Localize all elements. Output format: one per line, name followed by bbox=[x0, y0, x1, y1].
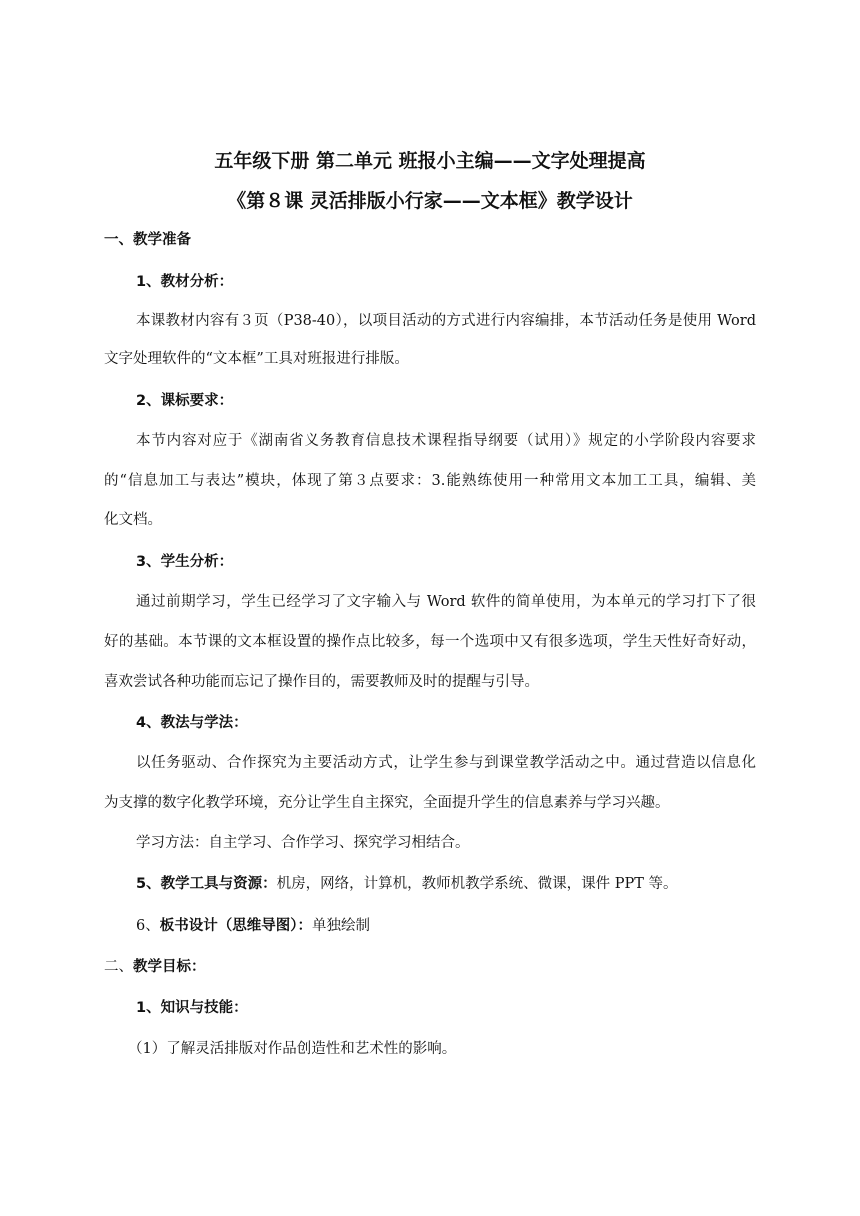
sub1-heading: 1、教材分析： bbox=[136, 274, 234, 290]
sub1-para-line2: 文字处理软件的“文本框”工具对班报进行排版。 bbox=[104, 351, 409, 367]
sub3-heading: 3、学生分析： bbox=[136, 554, 234, 570]
section2-sub1-item1: （1）了解灵活排版对作品创造性和艺术性的影响。 bbox=[128, 1041, 457, 1057]
sub2-para-line1: 本节内容对应于《湖南省义务教育信息技术课程指导纲要（试用）》规定的小学阶段内容要求 bbox=[136, 433, 756, 449]
sub2-para-line3: 化文档。 bbox=[104, 512, 162, 528]
sub4-heading: 4、教法与学法： bbox=[136, 715, 248, 731]
sub3-para-line1: 通过前期学习，学生已经学习了文字输入与 Word 软件的简单使用，为本单元的学习打下了很 bbox=[136, 594, 756, 610]
sub6-text: 单独绘制 bbox=[311, 918, 370, 934]
document-title-line2: 《第８课 灵活排版小行家——文本框》教学设计 bbox=[227, 190, 633, 212]
sub1-para-line1: 本课教材内容有３页（P38-40），以项目活动的方式进行内容编排，本节活动任务是使用 Word bbox=[136, 313, 756, 329]
sub2-heading: 2、课标要求： bbox=[136, 393, 234, 409]
sub4-para-line1: 以任务驱动、合作探究为主要活动方式，让学生参与到课堂教学活动之中。通过营造以信息化 bbox=[136, 755, 756, 771]
sub6-heading: 板书设计（思维导图）： bbox=[159, 918, 312, 934]
section1-heading: 一、教学准备 bbox=[104, 232, 191, 248]
sub5-text: 机房，网络，计算机，教师机教学系统、微课，课件 PPT 等。 bbox=[276, 876, 678, 892]
sub6-line bbox=[136, 916, 756, 936]
section2-heading-line bbox=[104, 957, 756, 977]
sub5-heading: 5、教学工具与资源： bbox=[136, 876, 277, 892]
section2-prefix: 二、 bbox=[104, 959, 133, 975]
section2-sub1-heading: 1、知识与技能： bbox=[136, 1000, 248, 1016]
sub3-para-line2: 好的基础。本节课的文本框设置的操作点比较多，每一个选项中又有很多选项，学生天性好奇好动， bbox=[104, 634, 756, 650]
section2-heading: 教学目标： bbox=[133, 959, 206, 975]
sub6-prefix: 6、 bbox=[136, 918, 160, 934]
sub3-para-line3: 喜欢尝试各种功能而忘记了操作目的，需要教师及时的提醒与引导。 bbox=[104, 674, 539, 690]
document-title-line1: 五年级下册 第二单元 班报小主编——文字处理提高 bbox=[214, 150, 646, 172]
sub5-line bbox=[136, 874, 756, 894]
sub4-para-line2: 为支撑的数字化教学环境，充分让学生自主探究，全面提升学生的信息素养与学习兴趣。 bbox=[104, 795, 670, 811]
sub4-para-line3: 学习方法：自主学习、合作学习、探究学习相结合。 bbox=[136, 835, 470, 851]
sub2-para-line2: 的“信息加工与表达”模块，体现了第３点要求：3.能熟练使用一种常用文本加工工具，编辑、美 bbox=[104, 473, 756, 489]
